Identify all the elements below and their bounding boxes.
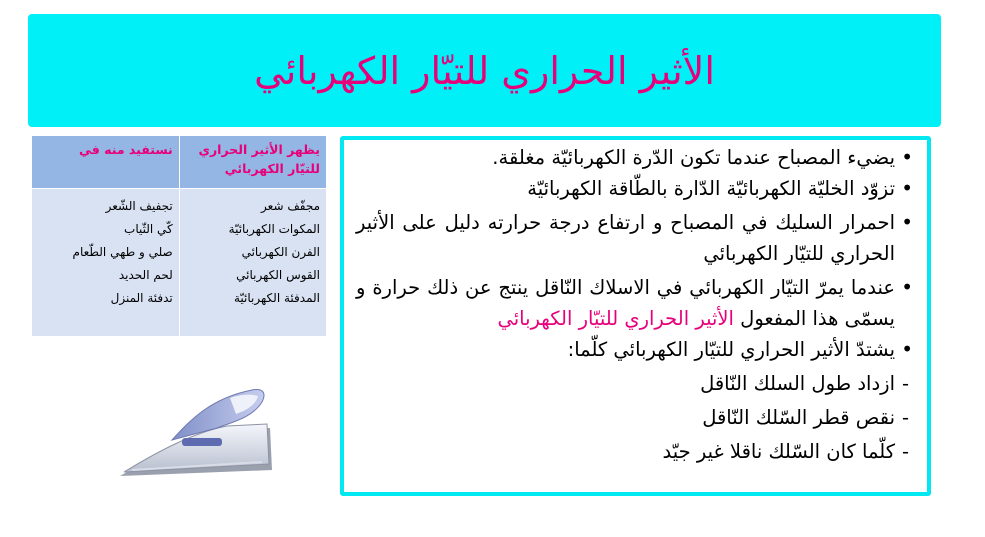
table-header: يظهر الأثير الحراري للتيّار الكهربائي	[179, 136, 326, 189]
condition-item: - نقص قطر السّلك النّاقل	[356, 402, 913, 433]
title-banner	[28, 14, 941, 127]
main-content-box	[340, 136, 931, 496]
table-cell-line: تجفيف الشّعر	[105, 199, 173, 213]
table-cell-line: لحم الحديد	[118, 268, 173, 282]
table-cell	[179, 189, 326, 337]
table-cell-line: تدفئة المنزل	[110, 291, 173, 305]
list-item-text: عندما يمرّ التيّار الكهربائي في الاسلاك النّاقل ينتج عن ذلك حرارة و يسمّى هذا المفعول	[356, 276, 895, 330]
table-cell-line: مجفّف شعر	[261, 199, 320, 213]
list-item: • يشتدّ الأثير الحراري للتيّار الكهربائي كلّما:	[356, 334, 913, 365]
list-item	[356, 272, 913, 334]
list-item: • يضيء المصباح عندما تكون الدّرة الكهربائيّة مغلقة.	[356, 142, 913, 173]
table-cell-line: الفرن الكهربائي	[241, 245, 320, 259]
page-title: الأثير الحراري للتيّار الكهربائي	[254, 48, 715, 93]
main-list	[356, 142, 913, 467]
table-cell-line: القوس الكهربائي	[236, 268, 320, 282]
condition-item: - ازداد طول السلك النّاقل	[356, 368, 913, 399]
steam-iron-icon	[112, 378, 277, 488]
table-header: نستفيد منه في	[32, 136, 179, 189]
table-cell	[32, 189, 179, 337]
applications-table	[32, 136, 327, 336]
table-cell-line: كّي الثّياب	[124, 222, 173, 236]
table-cell-line: صلي و طهي الطّعام	[72, 245, 173, 259]
table-cell-line: المكوات الكهربائيّة	[228, 222, 320, 236]
list-item: • تزوّد الخليّة الكهربائيّة الدّارة بالطّاقة الكهربائيّة	[356, 173, 913, 204]
condition-item: - كلّما كان السّلك ناقلا غير جيّد	[356, 436, 913, 467]
highlight-term: الأثير الحراري للتيّار الكهربائي	[497, 307, 734, 330]
table-cell-line: المدفئة الكهربائيّة	[234, 291, 320, 305]
list-item: • احمرار السليك في المصباح و ارتفاع درجة حرارته دليل على الأثير الحراري للتيّار الكهربائي	[356, 207, 913, 269]
